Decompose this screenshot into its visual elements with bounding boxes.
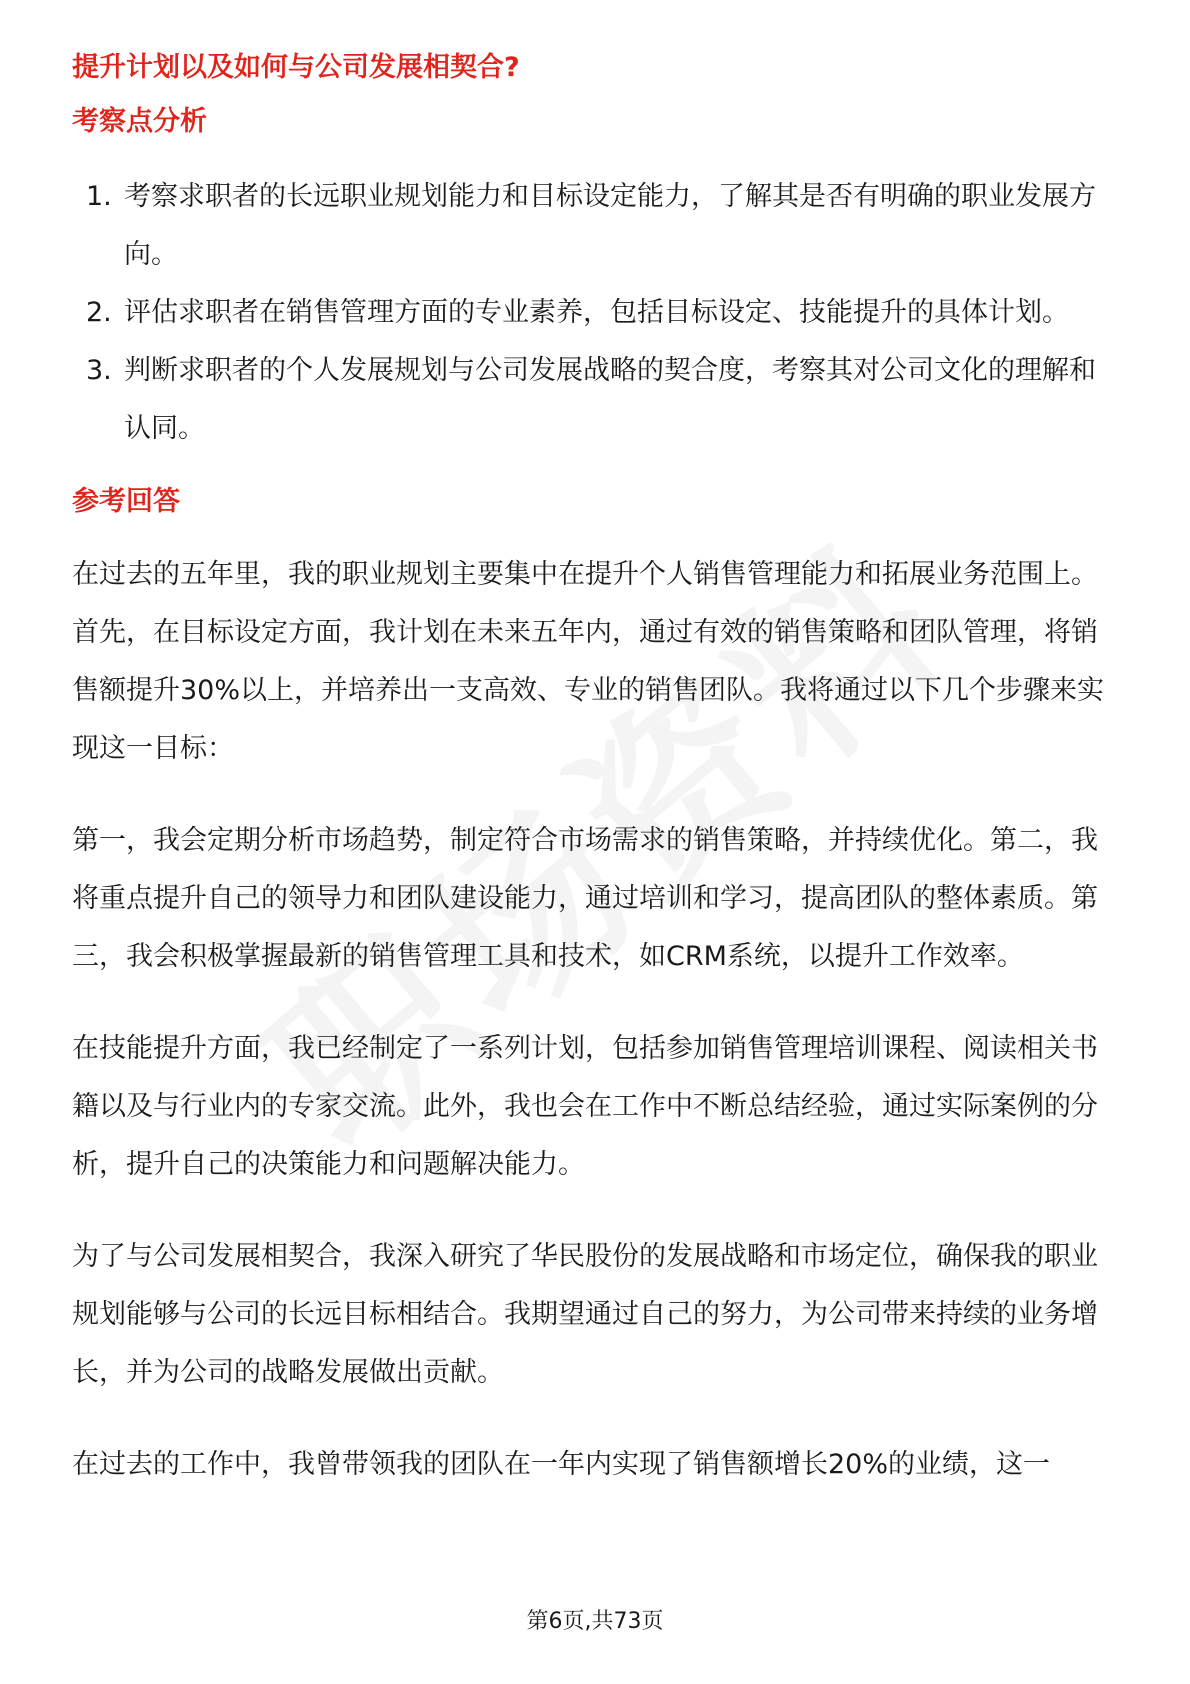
analysis-point xyxy=(72,168,1118,284)
analysis-point-text: 判断求职者的个人发展规划与公司发展战略的契合度，考察其对公司文化的理解和认同。 xyxy=(124,355,1096,444)
answer-paragraph: 第一，我会定期分析市场趋势，制定符合市场需求的销售策略，并持续优化。第二，我将重点提升自己的领导力和团队建设能力，通过培训和学习，提高团队的整体素质。第三，我会积极掌握最新的销售管理工具和技术，如CRM系统，以提升工作效率。 xyxy=(72,825,1098,972)
analysis-point xyxy=(72,284,1118,342)
answer-paragraph: 为了与公司发展相契合，我深入研究了华民股份的发展战略和市场定位，确保我的职业规划能够与公司的长远目标相结合。我期望通过自己的努力，为公司带来持续的业务增长，并为公司的战略发展做出贡献。 xyxy=(72,1241,1098,1388)
page-content xyxy=(72,48,1118,1528)
answer-paragraph: 在过去的五年里，我的职业规划主要集中在提升个人销售管理能力和拓展业务范围上。首先，在目标设定方面，我计划在未来五年内，通过有效的销售策略和团队管理，将销售额提升30%以上，并培养出一支高效、专业的销售团队。我将通过以下几个步骤来实现这一目标： xyxy=(72,559,1105,764)
reference-title: 参考回答 xyxy=(72,486,180,517)
analysis-point-number: 2. xyxy=(86,297,112,328)
analysis-point xyxy=(72,342,1118,458)
page-footer: 第6页,共73页 xyxy=(526,1609,664,1634)
question-title: 提升计划以及如何与公司发展相契合? xyxy=(72,52,520,83)
analysis-point-number: 1. xyxy=(86,181,112,212)
analysis-point-text: 评估求职者在销售管理方面的专业素养，包括目标设定、技能提升的具体计划。 xyxy=(124,297,1069,328)
answer-paragraph: 在过去的工作中，我曾带领我的团队在一年内实现了销售额增长20%的业绩，这一 xyxy=(72,1449,1051,1480)
analysis-point-text: 考察求职者的长远职业规划能力和目标设定能力，了解其是否有明确的职业发展方向。 xyxy=(124,181,1096,270)
analysis-title: 考察点分析 xyxy=(72,106,207,137)
answer-paragraph: 在技能提升方面，我已经制定了一系列计划，包括参加销售管理培训课程、阅读相关书籍以及与行业内的专家交流。此外，我也会在工作中不断总结经验，通过实际案例的分析，提升自己的决策能力和问题解决能力。 xyxy=(72,1033,1098,1180)
analysis-point-number: 3. xyxy=(86,355,112,386)
analysis-points-list xyxy=(72,168,1118,458)
